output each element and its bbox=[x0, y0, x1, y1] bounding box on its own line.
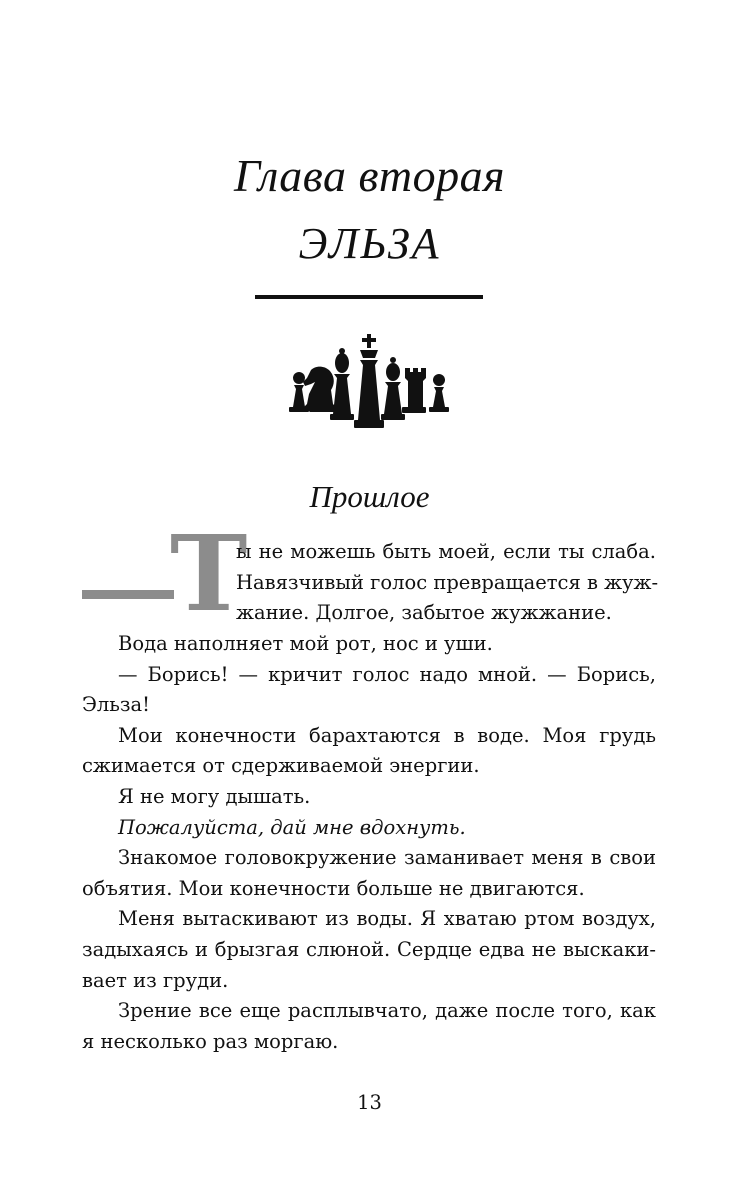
title-divider bbox=[255, 295, 483, 299]
drop-cap-letter: Т bbox=[170, 512, 248, 635]
text-line: я несколько раз моргаю. bbox=[82, 1030, 339, 1053]
text-line: объятия. Мои конечности больше не двигаются. bbox=[82, 877, 585, 900]
text-line: жание. Долгое, забытое жужжание. bbox=[236, 601, 612, 624]
text-line: Знакомое головокружение заманивает меня в свои bbox=[118, 846, 656, 869]
text-line: — Борись! — кричит голос надо мной. — Борись, bbox=[118, 663, 656, 686]
drop-cap-dash bbox=[82, 590, 174, 599]
text-line: Зрение все еще расплывчато, даже после того, как bbox=[118, 999, 656, 1022]
text-line: Вода наполняет мой рот, нос и уши. bbox=[118, 632, 493, 655]
chess-pieces-icon bbox=[280, 330, 460, 440]
text-line: вает из груди. bbox=[82, 969, 229, 992]
text-line: Я не могу дышать. bbox=[118, 785, 311, 808]
chapter-name: ЭЛЬЗА bbox=[298, 219, 441, 268]
text-line-italic: Пожалуйста, дай мне вдохнуть. bbox=[118, 816, 466, 839]
text-line: сжимается от сдерживаемой энергии. bbox=[82, 754, 480, 777]
drop-cap bbox=[80, 512, 248, 635]
text-line: задыхаясь и брызгая слюной. Сердце едва не выскаки- bbox=[82, 938, 656, 961]
text-line: Эльза! bbox=[82, 693, 151, 716]
text-line: Меня вытаскивают из воды. Я хватаю ртом воздух, bbox=[118, 907, 656, 930]
page-number: 13 bbox=[357, 1091, 382, 1114]
text-line: Навязчивый голос превращается в жуж- bbox=[236, 571, 659, 594]
text-line: Мои конечности барахтаются в воде. Моя грудь bbox=[118, 724, 656, 747]
text-line: ы не можешь быть моей, если ты слаба. bbox=[236, 540, 656, 563]
section-title: Прошлое bbox=[309, 479, 430, 514]
chapter-title: Глава вторая bbox=[233, 150, 506, 201]
